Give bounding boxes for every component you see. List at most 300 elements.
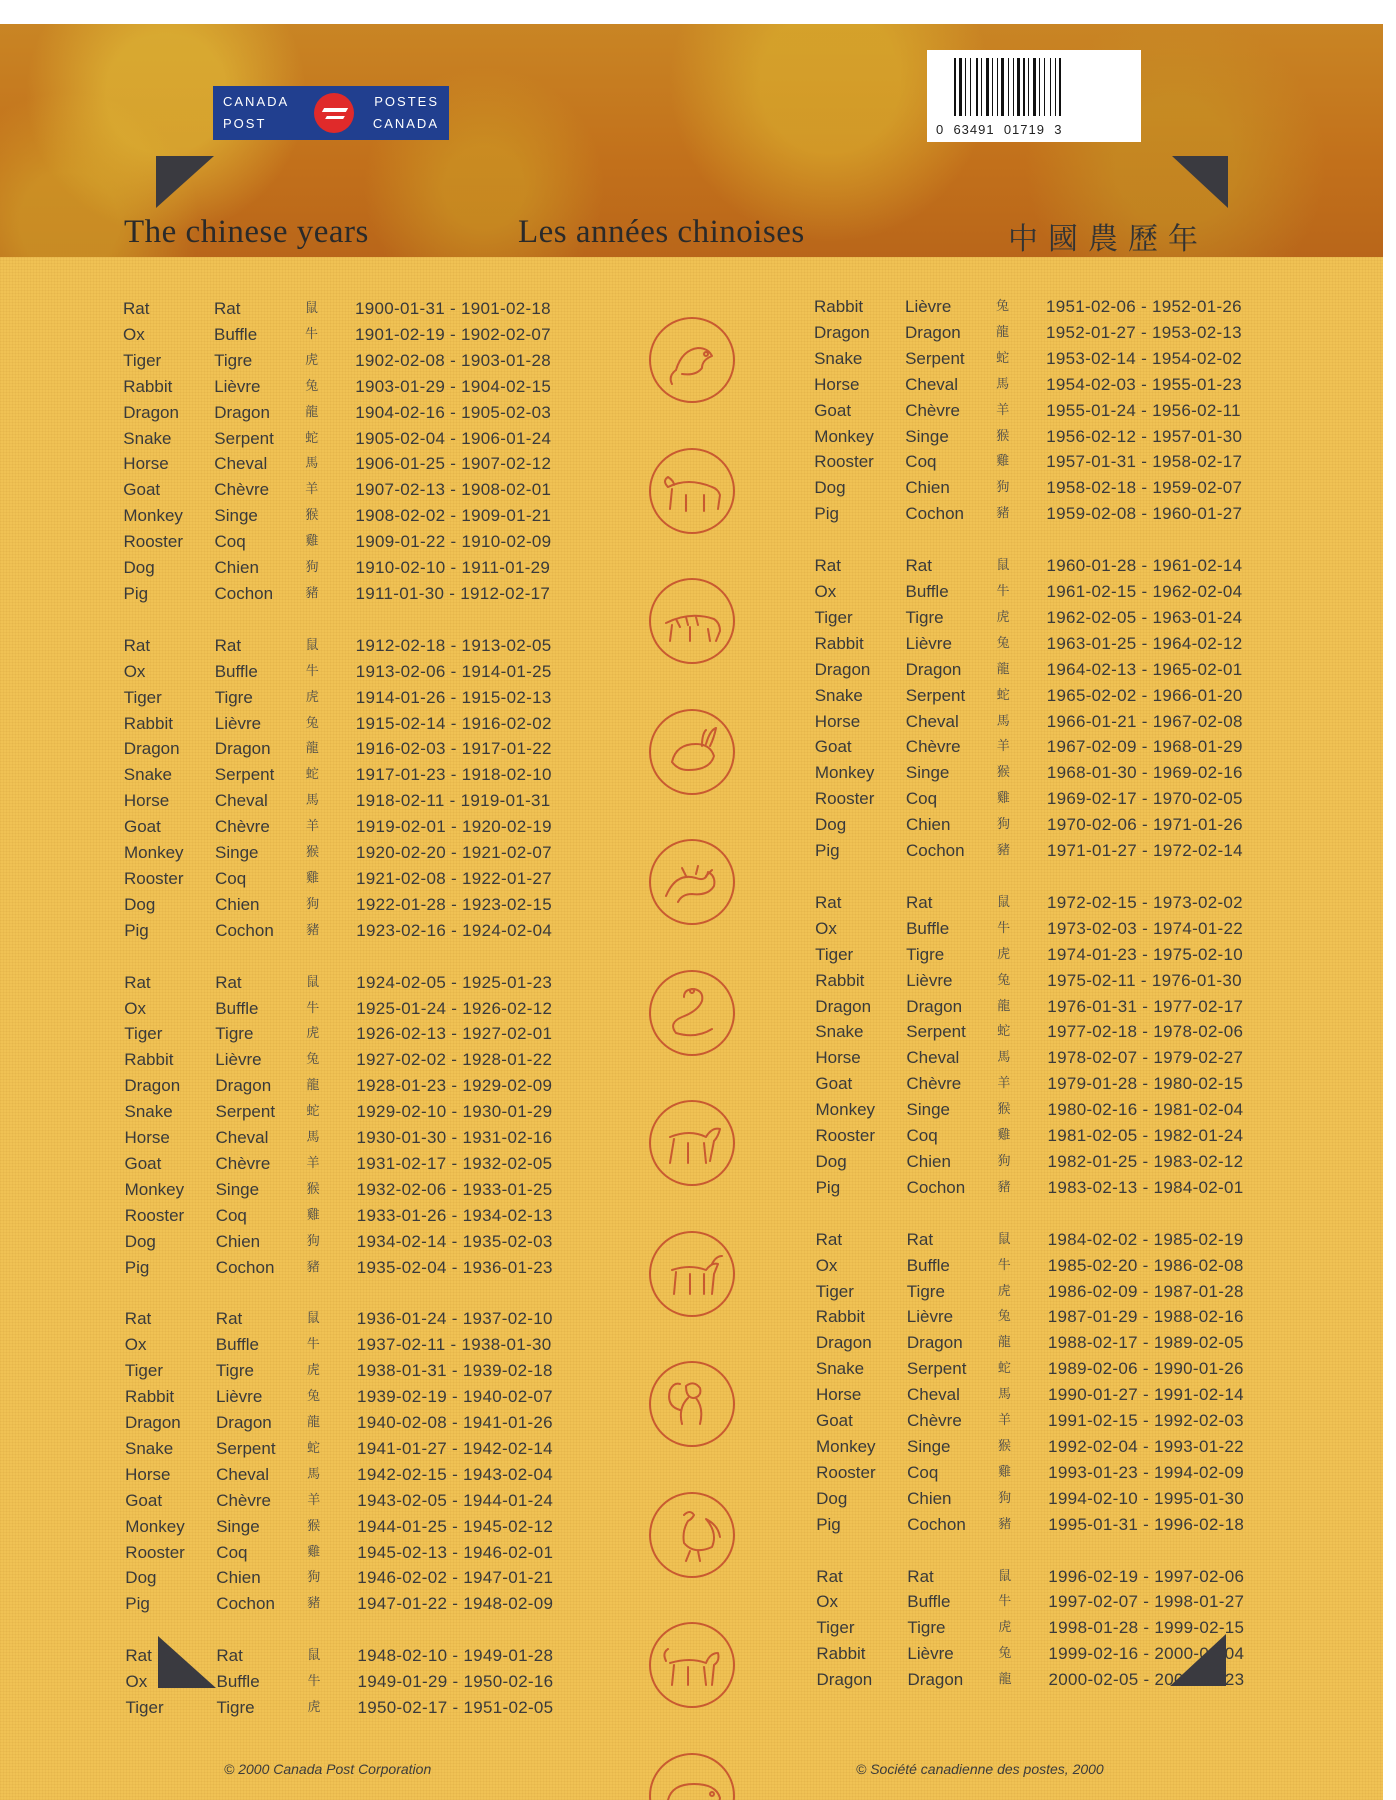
animal-french: Singe (905, 763, 950, 783)
animal-english: Snake (815, 1022, 864, 1042)
animal-french: Dragon (215, 1076, 272, 1096)
animal-english: Ox (124, 998, 147, 1018)
date-range: 1912-02-18 - 1913-02-05 (355, 635, 552, 655)
animal-english: Pig (124, 1257, 150, 1277)
animal-english: Rat (123, 635, 151, 655)
dragon-icon (646, 836, 738, 928)
date-range: 1975-02-11 - 1976-01-30 (1047, 970, 1242, 990)
rat-icon (646, 314, 738, 406)
date-range: 1959-02-08 - 1960-01-27 (1046, 504, 1243, 524)
animal-chinese: 蛇 (305, 430, 319, 446)
animal-english: Snake (123, 765, 172, 785)
date-range: 1946-02-02 - 1947-01-21 (357, 1568, 554, 1588)
date-range: 1913-02-06 - 1914-01-25 (355, 661, 552, 681)
date-range: 1995-01-31 - 1996-02-18 (1048, 1514, 1245, 1534)
animal-english: Dragon (814, 322, 870, 342)
animal-french: Buffle (214, 324, 258, 344)
animal-chinese: 狗 (307, 1570, 321, 1586)
copyright-french: © Société canadienne des postes, 2000 (856, 1761, 1104, 1777)
animal-chinese: 豬 (997, 1179, 1011, 1195)
animal-french: Rat (215, 1309, 243, 1329)
animal-french: Chèvre (906, 1074, 962, 1094)
animal-english: Pig (124, 920, 149, 940)
animal-chinese: 兔 (305, 378, 319, 394)
animal-chinese: 猴 (998, 1438, 1012, 1454)
animal-english: Snake (125, 1438, 174, 1458)
date-range: 1958-02-18 - 1959-02-07 (1046, 478, 1243, 498)
animal-chinese: 豬 (307, 1596, 321, 1612)
animal-french: Cheval (215, 1128, 269, 1147)
animal-english: Dog (124, 894, 156, 914)
animal-french: Cheval (214, 454, 268, 474)
animal-french: Dragon (214, 402, 270, 422)
animal-french: Chien (906, 815, 951, 835)
date-range: 1983-02-13 - 1984-02-01 (1047, 1177, 1244, 1197)
animal-english: Snake (814, 348, 863, 368)
date-range: 1926-02-13 - 1927-02-01 (356, 1024, 553, 1044)
animal-chinese: 蛇 (996, 350, 1010, 366)
animal-french: Cochon (215, 920, 274, 940)
animal-english: Dragon (816, 1670, 873, 1690)
rooster-icon (646, 1489, 738, 1581)
animal-french: Chèvre (214, 480, 270, 500)
date-range: 1965-02-02 - 1966-01-20 (1046, 685, 1243, 705)
logo-text-canada-fr: CANADA (372, 116, 439, 131)
animal-french: Buffle (907, 1592, 951, 1612)
date-range: 1994-02-10 - 1995-01-30 (1048, 1488, 1245, 1508)
date-range: 1923-02-16 - 1924-02-04 (356, 920, 553, 940)
date-range: 1992-02-04 - 1993-01-22 (1048, 1436, 1244, 1456)
animal-french: Coq (905, 789, 938, 809)
animal-french: Tigre (906, 944, 945, 964)
animal-french: Buffle (216, 1672, 260, 1692)
animal-chinese: 兔 (996, 635, 1010, 651)
animal-english: Rat (124, 1309, 152, 1329)
date-range: 1972-02-15 - 1973-02-02 (1047, 892, 1243, 912)
date-range: 1903-01-29 - 1904-02-15 (355, 376, 552, 396)
animal-chinese: 蛇 (997, 1024, 1011, 1040)
animal-french: Cochon (905, 504, 964, 524)
animal-english: Goat (125, 1490, 163, 1510)
date-range: 1941-01-27 - 1942-02-14 (357, 1438, 553, 1458)
animal-french: Singe (906, 1100, 950, 1120)
barcode (927, 50, 1141, 142)
animal-chinese: 兔 (305, 715, 319, 731)
date-range: 1902-02-08 - 1903-01-28 (355, 350, 552, 370)
animal-chinese: 雞 (996, 454, 1010, 470)
animal-french: Coq (216, 1542, 248, 1562)
animal-english: Goat (815, 1074, 853, 1094)
monkey-icon (646, 1358, 738, 1450)
animal-english: Rabbit (816, 1644, 866, 1664)
date-range: 1954-02-03 - 1955-01-23 (1046, 374, 1243, 394)
animal-english: Tiger (815, 944, 854, 964)
animal-english: Rat (816, 1566, 843, 1586)
date-range: 1970-02-06 - 1971-01-26 (1047, 815, 1243, 835)
animal-chinese: 猴 (996, 765, 1010, 781)
animal-chinese: 龍 (305, 404, 319, 420)
animal-english: Goat (123, 480, 161, 500)
date-range: 1938-01-31 - 1939-02-18 (356, 1361, 553, 1381)
date-range: 1964-02-13 - 1965-02-01 (1046, 659, 1243, 679)
animal-chinese: 龍 (306, 1078, 320, 1094)
animal-chinese: 猴 (996, 428, 1010, 444)
animal-english: Goat (814, 737, 852, 757)
animal-french: Chèvre (905, 400, 960, 420)
animal-english: Rooster (124, 868, 184, 888)
animal-chinese: 牛 (996, 584, 1010, 599)
animal-chinese: 牛 (998, 1594, 1012, 1610)
animal-french: Rat (906, 1229, 934, 1249)
animal-english: Horse (815, 1048, 861, 1068)
animal-chinese: 雞 (997, 1128, 1011, 1143)
corner-mount-top-left (156, 156, 214, 208)
animal-chinese: 雞 (307, 1544, 321, 1560)
animal-french: Buffle (906, 918, 950, 938)
barcode-number: 0 63491 01719 3 (936, 122, 1063, 137)
animal-chinese: 馬 (305, 793, 319, 809)
animal-english: Ox (815, 918, 837, 938)
date-range: 1984-02-02 - 1985-02-19 (1047, 1229, 1244, 1249)
title-chinese: 中國農歷年 (1008, 222, 1208, 257)
animal-french: Lièvre (906, 1307, 954, 1327)
animal-chinese: 雞 (306, 1207, 320, 1223)
date-range: 1931-02-17 - 1932-02-05 (356, 1153, 553, 1173)
date-range: 1908-02-02 - 1909-01-21 (355, 506, 552, 526)
date-range: 1982-01-25 - 1983-02-12 (1047, 1151, 1244, 1171)
animal-english: Rabbit (125, 1387, 175, 1407)
pig-icon (646, 1750, 738, 1800)
date-range: 1953-02-14 - 1954-02-02 (1046, 348, 1243, 368)
animal-english: Rooster (125, 1542, 185, 1562)
animal-chinese: 豬 (997, 843, 1011, 858)
date-range: 1957-01-31 - 1958-02-17 (1046, 452, 1243, 472)
animal-french: Chèvre (905, 737, 961, 757)
date-range: 1919-02-01 - 1920-02-19 (356, 817, 552, 837)
animal-english: Rat (815, 892, 842, 912)
animal-chinese: 牛 (305, 663, 319, 679)
animal-french: Cochon (215, 1257, 275, 1277)
animal-english: Rabbit (814, 633, 864, 653)
date-range: 1948-02-10 - 1949-01-28 (357, 1646, 554, 1666)
animal-chinese: 羊 (306, 819, 320, 835)
date-range: 1978-02-07 - 1979-02-27 (1047, 1048, 1244, 1068)
animal-chinese: 兔 (997, 972, 1011, 988)
snake-icon (646, 967, 738, 1059)
date-range: 1940-02-08 - 1941-01-26 (357, 1413, 553, 1432)
animal-french: Chien (216, 1568, 261, 1588)
animal-chinese: 雞 (305, 534, 319, 550)
date-range: 1934-02-14 - 1935-02-03 (356, 1231, 553, 1251)
animal-english: Pig (816, 1514, 841, 1534)
animal-french: Coq (905, 452, 937, 472)
horse-icon (646, 1097, 738, 1189)
date-range: 1945-02-13 - 1946-02-01 (357, 1542, 554, 1562)
animal-english: Dog (815, 1151, 847, 1171)
animal-chinese: 牛 (305, 326, 319, 342)
animal-english: Rat (814, 556, 841, 576)
animal-english: Monkey (123, 506, 183, 526)
date-range: 1907-02-13 - 1908-02-01 (355, 480, 552, 500)
animal-chinese: 雞 (998, 1464, 1012, 1480)
animal-french: Tigre (216, 1698, 255, 1717)
animal-chinese: 鼠 (997, 894, 1011, 910)
animal-english: Goat (124, 817, 161, 837)
animal-chinese: 馬 (996, 713, 1010, 729)
animal-french: Rat (905, 556, 932, 576)
date-range: 1962-02-05 - 1963-01-24 (1046, 607, 1243, 627)
corner-mount-bottom-right (1170, 1634, 1226, 1686)
animal-english: Dragon (123, 402, 179, 422)
animal-french: Buffle (215, 998, 259, 1018)
animal-english: Dog (815, 815, 847, 835)
date-range: 1922-01-28 - 1923-02-15 (356, 894, 553, 914)
date-range: 1961-02-15 - 1962-02-04 (1046, 582, 1243, 601)
date-range: 1952-01-27 - 1953-02-13 (1046, 322, 1242, 342)
animal-english: Pig (814, 504, 839, 524)
animal-french: Lièvre (906, 970, 953, 990)
date-range: 1928-01-23 - 1929-02-09 (356, 1076, 553, 1096)
animal-chinese: 龍 (307, 1415, 321, 1430)
animal-english: Snake (815, 1359, 865, 1379)
date-range: 1915-02-14 - 1916-02-02 (355, 713, 552, 733)
animal-french: Chèvre (215, 817, 270, 837)
date-range: 1998-01-28 - 1999-02-15 (1048, 1618, 1245, 1638)
animal-french: Rat (907, 1566, 934, 1586)
animal-french: Cheval (905, 374, 959, 394)
animal-english: Ox (125, 1672, 148, 1692)
animal-chinese: 狗 (306, 1233, 320, 1249)
animal-english: Tiger (123, 350, 162, 370)
animal-chinese: 蛇 (307, 1440, 321, 1456)
animal-english: Rabbit (123, 713, 173, 733)
animal-french: Chèvre (215, 1153, 271, 1173)
animal-french: Chien (214, 558, 259, 577)
animal-english: Dragon (814, 659, 871, 679)
canada-post-emblem-icon (314, 93, 354, 133)
animal-english: Rooster (123, 532, 184, 552)
animal-english: Dog (125, 1568, 157, 1588)
date-range: 1918-02-11 - 1919-01-31 (355, 791, 551, 811)
animal-chinese: 羊 (996, 739, 1010, 755)
animal-chinese: 虎 (998, 1620, 1012, 1636)
date-range: 1999-02-16 - 2000-02-04 (1048, 1644, 1245, 1664)
animal-chinese: 蛇 (996, 687, 1010, 703)
date-range: 1900-01-31 - 1901-02-18 (355, 299, 551, 318)
animal-chinese: 雞 (996, 791, 1010, 807)
animal-english: Rat (123, 299, 150, 318)
animal-english: Rabbit (124, 1050, 174, 1070)
animal-english: Tiger (814, 607, 853, 627)
animal-french: Chèvre (907, 1411, 962, 1430)
animal-french: Cheval (214, 791, 268, 811)
date-range: 1968-01-30 - 1969-02-16 (1046, 763, 1243, 783)
date-range: 1911-01-30 - 1912-02-17 (355, 583, 551, 603)
animal-english: Horse (816, 1385, 862, 1405)
date-range: 1976-01-31 - 1977-02-17 (1047, 996, 1244, 1016)
animal-french: Cochon (906, 841, 965, 860)
animal-chinese: 猴 (307, 1518, 321, 1534)
animal-chinese: 羊 (997, 1076, 1011, 1092)
animal-english: Tiger (124, 1024, 163, 1044)
animal-french: Singe (907, 1436, 951, 1456)
animal-french: Serpent (905, 348, 965, 368)
date-range: 1986-02-09 - 1987-01-28 (1047, 1281, 1244, 1301)
animal-chinese: 猴 (306, 845, 320, 860)
animal-chinese: 虎 (306, 1363, 320, 1379)
animal-english: Monkey (124, 1179, 185, 1199)
animal-english: Ox (815, 1255, 838, 1275)
animal-english: Dragon (815, 996, 872, 1016)
goat-icon (646, 1228, 738, 1320)
animal-french: Dragon (905, 659, 962, 679)
date-range: 1973-02-03 - 1974-01-22 (1047, 918, 1244, 938)
date-range: 1993-01-23 - 1994-02-09 (1048, 1462, 1245, 1482)
date-range: 1956-02-12 - 1957-01-30 (1046, 426, 1243, 446)
animal-french: Tigre (907, 1618, 946, 1638)
animal-english: Dragon (124, 1076, 181, 1096)
animal-english: Pig (815, 1177, 841, 1197)
animal-french: Lièvre (907, 1644, 954, 1664)
animal-french: Buffle (215, 1335, 259, 1355)
date-range: 1924-02-05 - 1925-01-23 (356, 972, 553, 992)
corner-mount-top-right (1172, 156, 1228, 208)
date-range: 1955-01-24 - 1956-02-11 (1046, 400, 1241, 420)
animal-chinese: 兔 (307, 1389, 321, 1405)
animal-chinese: 龍 (997, 998, 1011, 1014)
date-range: 1947-01-22 - 1948-02-09 (357, 1594, 554, 1614)
date-range: 1933-01-26 - 1934-02-13 (356, 1205, 553, 1225)
animal-french: Cheval (216, 1464, 270, 1484)
date-range: 1939-02-19 - 1940-02-07 (357, 1387, 553, 1407)
animal-french: Lièvre (215, 1050, 262, 1070)
animal-chinese: 豬 (306, 1259, 320, 1275)
animal-french: Cochon (214, 583, 274, 603)
date-range: 1929-02-10 - 1930-01-29 (356, 1102, 553, 1122)
animal-french: Tigre (214, 687, 253, 707)
animal-english: Dragon (815, 1333, 872, 1353)
animal-chinese: 虎 (996, 609, 1010, 625)
date-range: 1974-01-23 - 1975-02-10 (1047, 944, 1244, 964)
animal-english: Dog (816, 1488, 848, 1508)
animal-french: Dragon (906, 996, 963, 1016)
animal-french: Tigre (905, 607, 944, 627)
date-range: 1963-01-25 - 1964-02-12 (1046, 633, 1243, 653)
animal-french: Cochon (216, 1594, 275, 1614)
animal-chinese: 狗 (997, 817, 1011, 833)
animal-chinese: 蛇 (306, 1104, 320, 1120)
animal-french: Chien (905, 478, 950, 498)
animal-chinese: 虎 (997, 1283, 1011, 1299)
animal-french: Cheval (906, 1048, 960, 1068)
animal-english: Horse (124, 1128, 170, 1147)
animal-english: Monkey (815, 1100, 876, 1120)
date-range: 1951-02-06 - 1952-01-26 (1046, 297, 1242, 316)
animal-english: Pig (815, 841, 840, 860)
animal-english: Dog (124, 1231, 156, 1251)
date-range: 1917-01-23 - 1918-02-10 (355, 765, 552, 785)
date-range: 1944-01-25 - 1945-02-12 (357, 1516, 554, 1536)
animal-french: Coq (215, 1205, 247, 1225)
animal-english: Pig (125, 1594, 150, 1614)
date-range: 1925-01-24 - 1926-02-12 (356, 998, 553, 1018)
date-range: 2000-02-05 - 2001-01-23 (1048, 1670, 1245, 1690)
animal-chinese: 馬 (305, 456, 319, 472)
animal-french: Dragon (905, 322, 961, 342)
date-range: 1996-02-19 - 1997-02-06 (1048, 1566, 1245, 1586)
animal-english: Rooster (814, 452, 874, 472)
animal-chinese: 鼠 (305, 301, 319, 316)
animal-english: Rooster (815, 1126, 876, 1145)
animal-french: Cochon (906, 1177, 966, 1197)
animal-chinese: 狗 (306, 896, 320, 912)
title-french: Les années chinoises (518, 214, 805, 250)
date-range: 1991-02-15 - 1992-02-03 (1048, 1411, 1244, 1430)
animal-english: Ox (816, 1592, 839, 1612)
rabbit-icon (646, 706, 738, 798)
animal-english: Horse (123, 454, 169, 474)
date-range: 1989-02-06 - 1990-01-26 (1047, 1359, 1244, 1379)
date-range: 1914-01-26 - 1915-02-13 (355, 687, 552, 707)
animal-english: Ox (814, 582, 837, 601)
animal-english: Horse (814, 374, 860, 394)
date-range: 1960-01-28 - 1961-02-14 (1046, 556, 1243, 576)
animal-french: Lièvre (216, 1387, 263, 1407)
animal-french: Serpent (906, 1359, 967, 1379)
animal-chinese: 馬 (306, 1130, 320, 1145)
animal-english: Ox (123, 324, 145, 344)
dog-icon (646, 1619, 738, 1711)
animal-french: Rat (214, 635, 242, 655)
animal-french: Dragon (907, 1670, 964, 1690)
animal-french: Singe (216, 1516, 260, 1536)
date-range: 1942-02-15 - 1943-02-04 (357, 1464, 554, 1484)
animal-english: Rat (124, 972, 151, 992)
animal-french: Serpent (215, 1102, 276, 1122)
title-english: The chinese years (124, 214, 369, 250)
animal-chinese: 狗 (305, 560, 319, 575)
animal-chinese: 龍 (998, 1672, 1012, 1688)
animal-english: Goat (816, 1411, 853, 1430)
animal-chinese: 鼠 (997, 1231, 1011, 1247)
animal-chinese: 牛 (306, 1000, 320, 1016)
animal-chinese: 猴 (997, 1102, 1011, 1118)
animal-french: Tigre (215, 1361, 254, 1381)
animal-english: Dragon (123, 739, 180, 759)
date-range: 1987-01-29 - 1988-02-16 (1047, 1307, 1244, 1327)
animal-french: Serpent (214, 765, 275, 785)
date-range: 1949-01-29 - 1950-02-16 (357, 1672, 554, 1692)
animal-chinese: 猴 (305, 508, 319, 524)
animal-english: Tiger (815, 1281, 854, 1301)
animal-english: Horse (125, 1464, 171, 1484)
animal-chinese: 虎 (305, 689, 319, 705)
animal-english: Rooster (816, 1462, 876, 1482)
animal-french: Chien (906, 1151, 951, 1171)
date-range: 1906-01-25 - 1907-02-12 (355, 454, 552, 474)
animal-english: Snake (124, 1102, 173, 1122)
animal-english: Monkey (814, 426, 874, 446)
animal-chinese: 鼠 (306, 974, 320, 990)
date-range: 1905-02-04 - 1906-01-24 (355, 428, 552, 448)
barcode-bars-icon (954, 58, 1118, 116)
animal-english: Tiger (816, 1618, 855, 1638)
animal-french: Rat (216, 1646, 243, 1666)
animal-english: Rat (125, 1646, 152, 1666)
animal-chinese: 豬 (996, 506, 1010, 522)
animal-chinese: 兔 (306, 1052, 320, 1068)
animal-chinese: 龍 (997, 1335, 1011, 1351)
